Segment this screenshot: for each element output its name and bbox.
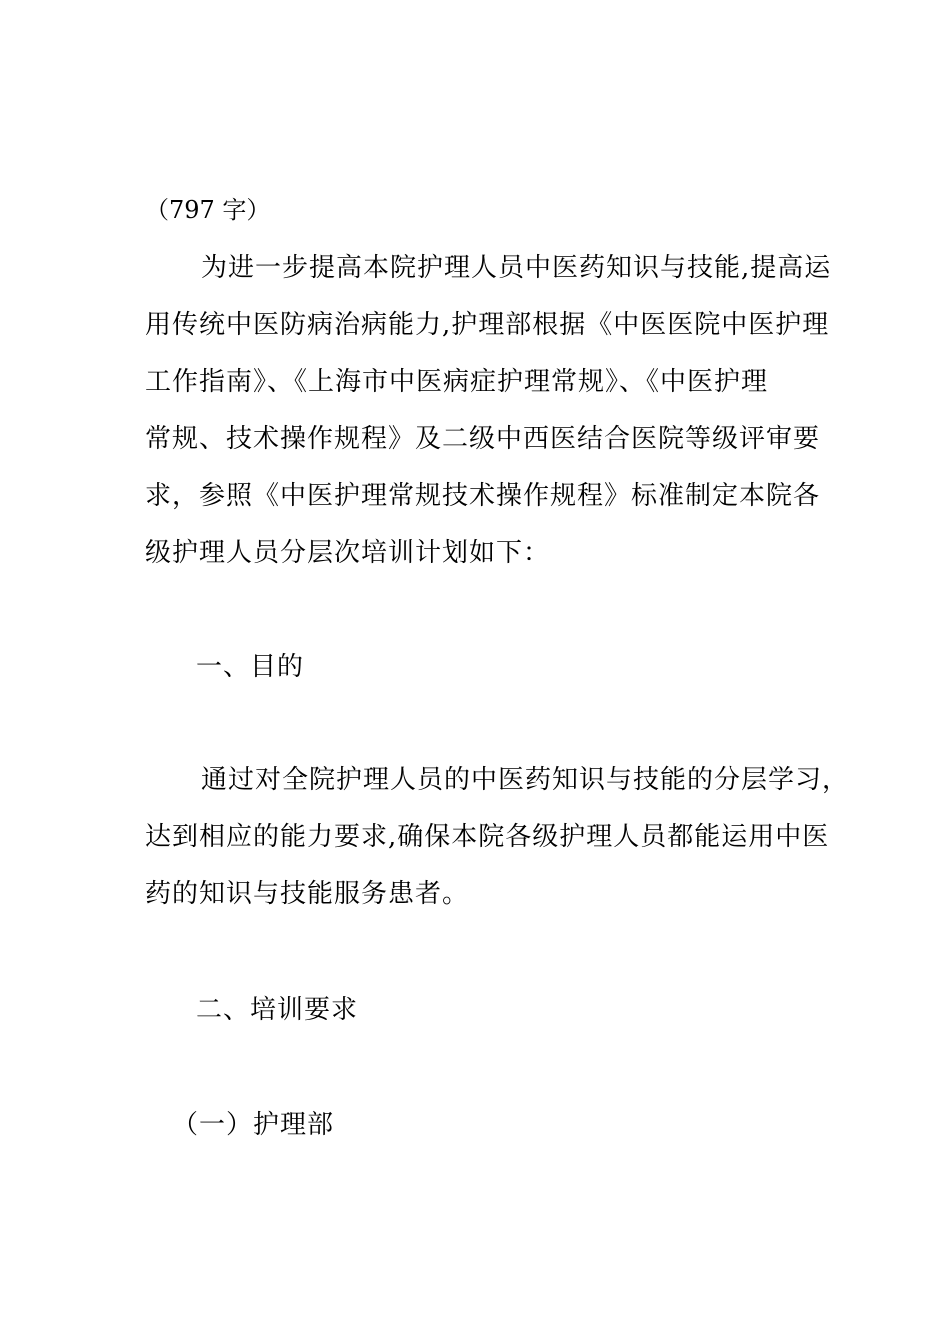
word-count-label: （797 字） — [145, 196, 271, 224]
intro-line: 用传统中医防病治病能力,护理部根据《中医医院中医护理 — [145, 310, 830, 340]
intro-line: 工作指南》、《上海市中医病症护理常规》、《中医护理 — [145, 367, 769, 397]
purpose-line: 通过对全院护理人员的中医药知识与技能的分层学习， — [201, 765, 850, 795]
purpose-line: 药的知识与技能服务患者。 — [145, 879, 470, 909]
purpose-paragraph — [145, 752, 850, 923]
section-heading-training-requirements: 二、培训要求 — [196, 995, 359, 1025]
section-heading-purpose: 一、目的 — [196, 652, 305, 682]
intro-paragraph — [145, 240, 832, 582]
subsection-heading-nursing-department: （一）护理部 — [172, 1110, 335, 1140]
intro-line: 求，参照《中医护理常规技术操作规程》标准制定本院各 — [145, 481, 821, 511]
intro-line: 常规、技术操作规程》及二级中西医结合医院等级评审要 — [145, 424, 821, 454]
purpose-line: 达到相应的能力要求,确保本院各级护理人员都能运用中医 — [145, 822, 830, 852]
intro-line: 级护理人员分层次培训计划如下： — [145, 538, 551, 568]
intro-line: 为进一步提高本院护理人员中医药知识与技能,提高运 — [201, 253, 832, 283]
